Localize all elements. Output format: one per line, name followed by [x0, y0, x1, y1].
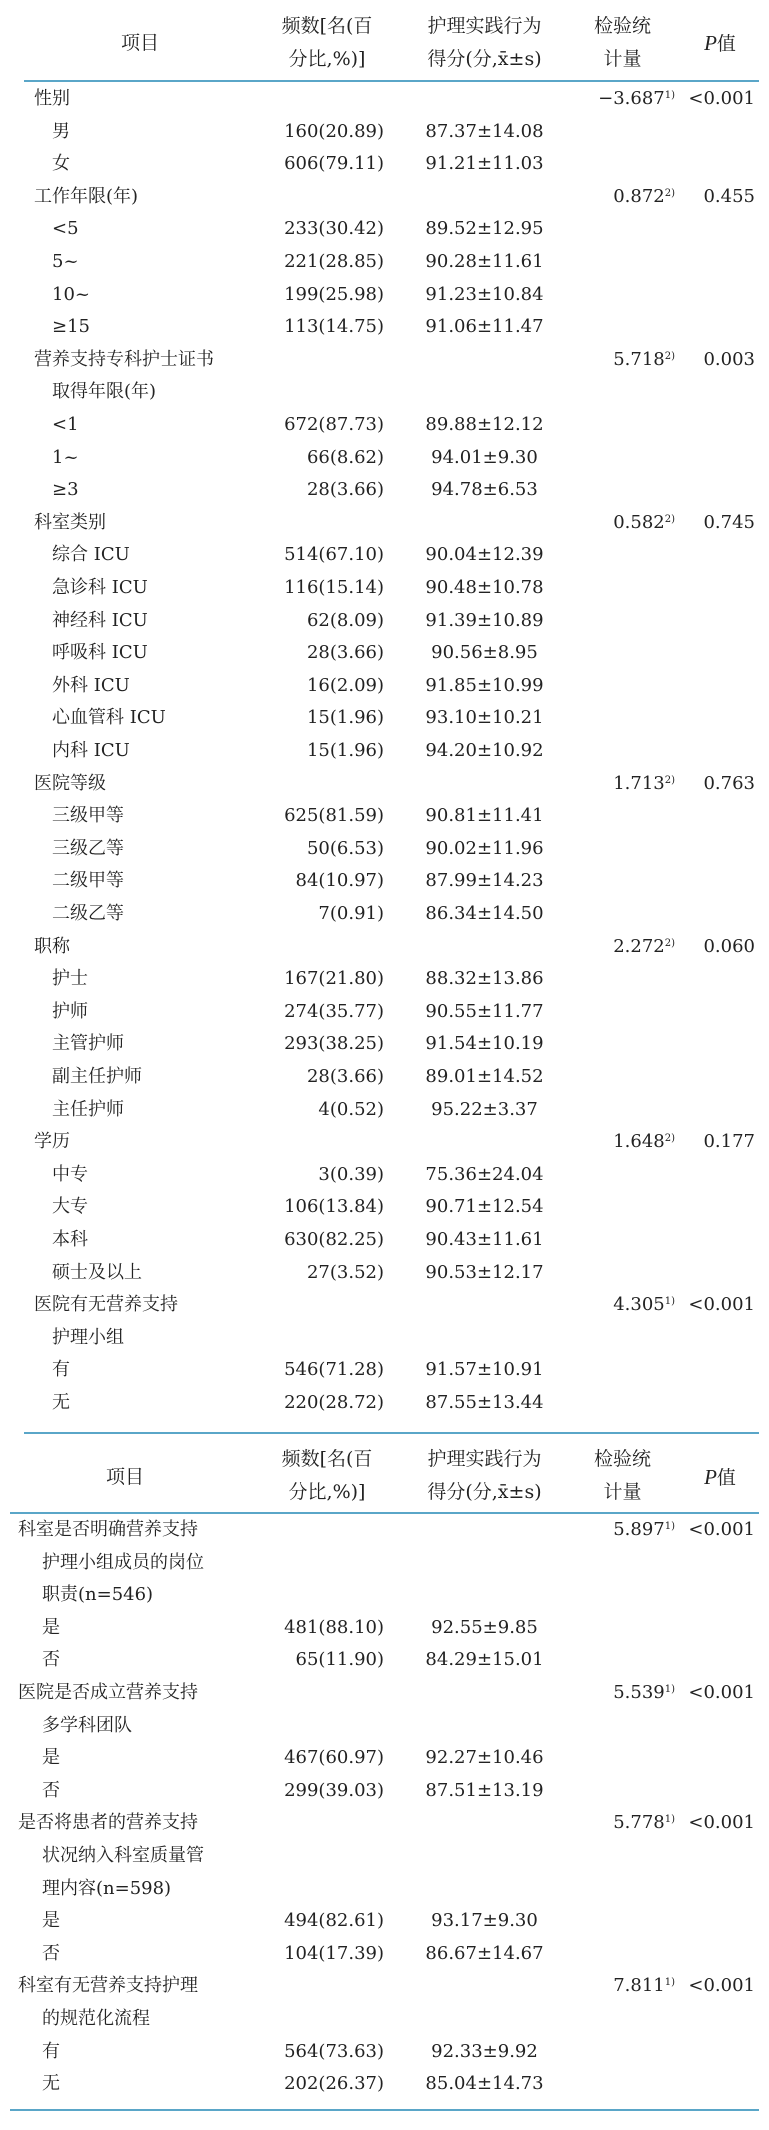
- row-score: 89.88±12.12: [425, 414, 544, 435]
- table-row: [0, 571, 769, 604]
- row-count: 672(87.73): [284, 414, 384, 435]
- row-p-value: <0.001: [688, 1294, 755, 1316]
- row-count: 546(71.28): [284, 1359, 384, 1381]
- header-p-text: 值: [716, 33, 736, 55]
- stat-footnote: 2): [664, 1133, 675, 1145]
- table-row: [0, 1190, 769, 1223]
- row-count: 293(38.25): [284, 1033, 384, 1055]
- row-count: 467(60.97): [284, 1747, 384, 1769]
- row-score: 90.43±11.61: [425, 1229, 544, 1250]
- row-count: 28(3.66): [306, 1066, 384, 1087]
- row-count: 104(17.39): [284, 1942, 384, 1964]
- row-count: 7(0.91): [318, 903, 384, 924]
- row-stat: [570, 180, 675, 213]
- header-freq-line2: 分比,%)]: [288, 48, 366, 70]
- row-stat: [570, 343, 675, 376]
- row-stat: [570, 1288, 675, 1321]
- row-score: 91.85±10.99: [425, 674, 544, 696]
- header-p-text: 值: [716, 1467, 736, 1489]
- table-row: [0, 212, 769, 245]
- row-score: 89.01±14.52: [425, 1066, 544, 1087]
- row-label: 有: [42, 2040, 60, 2062]
- row-score: 94.78±6.53: [431, 479, 538, 501]
- row-label: 医院等级: [34, 772, 106, 794]
- row-count: 28(3.66): [306, 642, 384, 664]
- row-stat: [570, 82, 675, 115]
- header-item: 项目: [105, 1466, 144, 1488]
- table-row: [0, 897, 769, 930]
- row-label: 10~: [52, 283, 90, 305]
- stat-footnote: 1): [664, 1684, 675, 1695]
- row-label: 二级乙等: [52, 903, 124, 924]
- table-row: [0, 1969, 769, 2002]
- row-score: 91.39±10.89: [425, 609, 544, 631]
- row-label: 无: [52, 1392, 70, 1413]
- stat-footnote: 2): [664, 774, 675, 786]
- stat-footnote: 1): [664, 90, 675, 101]
- row-score: 95.22±3.37: [431, 1098, 538, 1120]
- row-stat: [570, 506, 675, 539]
- row-count: 202(26.37): [284, 2073, 384, 2095]
- table-row: [0, 1158, 769, 1191]
- row-count: 514(67.10): [284, 544, 384, 566]
- row-p-value: <0.001: [688, 1519, 755, 1540]
- table-row: [0, 1839, 769, 1872]
- header-p-italic: P: [704, 1465, 717, 1489]
- header-score: [412, 10, 557, 76]
- table-row: [0, 669, 769, 702]
- row-label: 是否将患者的营养支持: [18, 1812, 198, 1834]
- row-count: 606(79.11): [284, 153, 384, 175]
- row-count: 106(13.84): [284, 1196, 384, 1218]
- table-row: [0, 636, 769, 669]
- header-freq-line1: 频数[名(百: [281, 1448, 373, 1470]
- row-label: 有: [52, 1359, 70, 1381]
- row-label: 取得年限(年): [52, 381, 157, 403]
- table-row: [0, 1223, 769, 1256]
- row-label: 1~: [52, 446, 79, 468]
- row-count: 274(35.77): [284, 1000, 384, 1022]
- row-score: 89.52±12.95: [425, 218, 544, 240]
- header-freq: [262, 1443, 392, 1509]
- table-row: [0, 1709, 769, 1742]
- header-stat: [570, 10, 675, 76]
- row-p-value: <0.001: [688, 1975, 755, 1997]
- row-label: 护士: [52, 968, 88, 990]
- row-p-value: 0.003: [703, 348, 755, 370]
- row-p-value: 0.763: [703, 772, 755, 794]
- stat-footnote: 1): [664, 1521, 675, 1532]
- stat-value: 7.811: [613, 1975, 665, 1997]
- row-label: 护师: [52, 1000, 88, 1022]
- header-score-line1: 护理实践行为: [427, 15, 542, 37]
- row-score: 87.37±14.08: [425, 120, 544, 142]
- row-label: 科室有无营养支持护理: [18, 1975, 198, 1997]
- stat-value: 5.897: [613, 1519, 665, 1540]
- row-score: 75.36±24.04: [425, 1163, 544, 1185]
- table-row: [0, 2035, 769, 2068]
- row-count: 15(1.96): [306, 740, 384, 761]
- table-row: [0, 147, 769, 180]
- row-label: 中专: [52, 1163, 88, 1185]
- row-score: 86.67±14.67: [425, 1942, 544, 1964]
- row-label: 理内容(n=598): [42, 1877, 172, 1899]
- stat-value: 1.713: [613, 772, 665, 794]
- row-count: 199(25.98): [284, 283, 384, 305]
- row-score: 87.99±14.23: [425, 870, 544, 892]
- header-p-italic: P: [704, 31, 717, 55]
- row-label: 大专: [52, 1196, 88, 1218]
- row-label: 护理小组成员的岗位: [42, 1551, 204, 1573]
- stat-footnote: 1): [664, 1977, 675, 1989]
- row-p-value: 0.455: [703, 185, 755, 207]
- table-row: [0, 1321, 769, 1354]
- row-stat: [570, 1806, 675, 1839]
- header-item: 项目: [120, 32, 159, 54]
- row-label: 否: [42, 1649, 60, 1671]
- table-row: [0, 1256, 769, 1289]
- row-score: 92.33±9.92: [431, 2040, 538, 2062]
- header-p: [680, 27, 760, 61]
- row-label: 性别: [34, 88, 70, 109]
- table-row: [0, 245, 769, 278]
- table-row: [0, 734, 769, 767]
- row-label: 学历: [34, 1131, 70, 1153]
- row-count: 160(20.89): [284, 120, 384, 142]
- row-label: 是: [42, 1910, 60, 1932]
- table-row: [0, 832, 769, 865]
- row-label: 三级甲等: [52, 805, 124, 827]
- row-p-value: <0.001: [688, 88, 755, 109]
- row-count: 113(14.75): [284, 316, 384, 338]
- header-freq: [262, 10, 392, 76]
- row-score: 90.28±11.61: [425, 251, 544, 272]
- row-label: 硕士及以上: [52, 1261, 142, 1283]
- row-count: 220(28.72): [284, 1392, 384, 1413]
- header-stat: [570, 1443, 675, 1509]
- row-score: 90.02±11.96: [425, 837, 544, 859]
- row-label: ≥15: [52, 316, 90, 338]
- table-row: [0, 1611, 769, 1644]
- row-count: 50(6.53): [306, 837, 384, 859]
- row-score: 91.23±10.84: [425, 283, 544, 305]
- row-p-value: <0.001: [688, 1812, 755, 1834]
- row-count: 564(73.63): [284, 2040, 384, 2062]
- row-label: 是: [42, 1747, 60, 1769]
- row-score: 94.01±9.30: [431, 446, 538, 468]
- table-row: [0, 864, 769, 897]
- header-stat-line2: 计量: [603, 48, 642, 70]
- row-label: 科室是否明确营养支持: [18, 1519, 198, 1540]
- header-freq-line2: 分比,%)]: [288, 1481, 366, 1503]
- row-label: 综合 ICU: [52, 544, 130, 566]
- table-row: [0, 506, 769, 539]
- row-count: 116(15.14): [284, 577, 384, 598]
- row-stat: [570, 767, 675, 800]
- table-row: [0, 278, 769, 311]
- table-row: [0, 538, 769, 571]
- row-label: 神经科 ICU: [52, 609, 148, 631]
- stat-value: 2.272: [613, 935, 665, 957]
- table-row: [0, 473, 769, 506]
- row-label: 职称: [34, 935, 70, 957]
- row-label: <5: [52, 218, 79, 240]
- row-count: 15(1.96): [306, 707, 384, 729]
- row-label: 医院有无营养支持: [34, 1294, 178, 1316]
- table-row: [0, 1904, 769, 1937]
- table-row: [0, 1027, 769, 1060]
- row-label: 科室类别: [34, 511, 106, 533]
- header-score-line2: 得分(分,x̄±s): [427, 1481, 542, 1503]
- stat-footnote: 2): [664, 350, 675, 362]
- row-stat: [570, 1969, 675, 2002]
- table-row: [0, 180, 769, 213]
- row-label: 无: [42, 2073, 60, 2095]
- table-row: [0, 995, 769, 1028]
- row-score: 86.34±14.50: [425, 903, 544, 924]
- row-score: 93.10±10.21: [425, 707, 544, 729]
- stat-value: 5.718: [613, 348, 665, 370]
- row-label: 5~: [52, 251, 79, 272]
- row-stat: [570, 930, 675, 963]
- row-score: 92.27±10.46: [425, 1747, 544, 1769]
- table-row: [0, 441, 769, 474]
- table-row: [0, 1060, 769, 1093]
- row-count: 62(8.09): [306, 609, 384, 631]
- row-label: 外科 ICU: [52, 674, 130, 696]
- table-row: [0, 930, 769, 963]
- table-row: [0, 1288, 769, 1321]
- stat-value: 5.778: [613, 1812, 665, 1834]
- table-row: [0, 375, 769, 408]
- row-score: 87.51±13.19: [425, 1779, 544, 1801]
- row-score: 90.55±11.77: [425, 1000, 544, 1022]
- stat-value: −3.687: [598, 88, 665, 109]
- stat-footnote: 2): [664, 937, 675, 949]
- row-score: 90.04±12.39: [425, 544, 544, 566]
- row-label: 否: [42, 1942, 60, 1964]
- row-score: 91.21±11.03: [425, 153, 544, 175]
- row-count: 299(39.03): [284, 1779, 384, 1801]
- row-score: 91.54±10.19: [425, 1033, 544, 1055]
- row-count: 27(3.52): [306, 1261, 384, 1283]
- row-label: 男: [52, 120, 70, 142]
- row-p-value: 0.060: [703, 935, 755, 957]
- row-count: 481(88.10): [284, 1616, 384, 1638]
- table-row: [0, 1806, 769, 1839]
- row-score: 87.55±13.44: [425, 1392, 544, 1413]
- row-count: 16(2.09): [306, 674, 384, 696]
- row-count: 233(30.42): [284, 218, 384, 240]
- row-count: 28(3.66): [306, 479, 384, 501]
- row-label: 的规范化流程: [42, 2008, 150, 2029]
- row-stat: [570, 1513, 675, 1546]
- row-count: 630(82.25): [284, 1229, 384, 1250]
- row-score: 94.20±10.92: [425, 740, 544, 761]
- stat-footnote: 1): [664, 1814, 675, 1826]
- row-label: 内科 ICU: [52, 740, 130, 761]
- row-count: 167(21.80): [284, 968, 384, 990]
- row-score: 90.56±8.95: [431, 642, 538, 664]
- row-label: 主管护师: [52, 1033, 124, 1055]
- table-row: [0, 82, 769, 115]
- row-score: 90.71±12.54: [425, 1196, 544, 1218]
- header-freq-line1: 频数[名(百: [281, 15, 373, 37]
- row-count: 84(10.97): [295, 870, 384, 892]
- row-label: 三级乙等: [52, 837, 124, 859]
- row-count: 66(8.62): [306, 446, 384, 468]
- table-row: [0, 1741, 769, 1774]
- table-row: [0, 343, 769, 376]
- row-score: 88.32±13.86: [425, 968, 544, 990]
- table-row: [0, 604, 769, 637]
- row-label: 多学科团队: [42, 1714, 132, 1736]
- row-score: 90.81±11.41: [425, 805, 544, 827]
- stat-value: 0.872: [613, 185, 665, 207]
- stat-value: 5.539: [613, 1682, 665, 1703]
- row-label: 女: [52, 153, 70, 175]
- table-row: [0, 1546, 769, 1579]
- table-row: [0, 2002, 769, 2035]
- table-row: [0, 2067, 769, 2100]
- row-label: 医院是否成立营养支持: [18, 1682, 198, 1703]
- row-label: 呼吸科 ICU: [52, 642, 148, 664]
- header-score-line1: 护理实践行为: [427, 1448, 542, 1470]
- row-label: 状况纳入科室质量管: [42, 1845, 204, 1866]
- row-score: 92.55±9.85: [431, 1616, 538, 1638]
- table-row: [0, 1093, 769, 1126]
- table-row: [0, 1937, 769, 1970]
- row-count: 4(0.52): [318, 1098, 384, 1120]
- row-label: 职责(n=546): [42, 1584, 154, 1606]
- header-stat-line1: 检验统: [593, 15, 651, 37]
- row-label: 心血管科 ICU: [52, 707, 166, 729]
- row-count: 625(81.59): [284, 805, 384, 827]
- stat-value: 0.582: [613, 511, 665, 533]
- table-row: [0, 115, 769, 148]
- row-label: ≥3: [52, 479, 79, 501]
- table-row: [0, 1578, 769, 1611]
- table-row: [0, 1774, 769, 1807]
- row-score: 91.57±10.91: [425, 1359, 544, 1381]
- row-label: 是: [42, 1616, 60, 1638]
- row-score: 91.06±11.47: [425, 316, 544, 338]
- table-1-bottom-rule: [24, 1432, 759, 1434]
- table-row: [0, 1513, 769, 1546]
- row-label: 营养支持专科护士证书: [34, 348, 214, 370]
- row-count: 3(0.39): [318, 1163, 384, 1185]
- table-row: [0, 1353, 769, 1386]
- row-label: 副主任护师: [52, 1066, 142, 1087]
- table-2-bottom-rule: [10, 2109, 759, 2111]
- table-row: [0, 767, 769, 800]
- row-label: 急诊科 ICU: [52, 577, 148, 598]
- row-stat: [570, 1125, 675, 1158]
- row-score: 84.29±15.01: [425, 1649, 544, 1671]
- row-label: <1: [52, 414, 79, 435]
- header-stat-line1: 检验统: [593, 1448, 651, 1470]
- row-score: 90.48±10.78: [425, 577, 544, 598]
- row-p-value: 0.177: [703, 1131, 755, 1153]
- row-count: 494(82.61): [284, 1910, 384, 1932]
- row-count: 221(28.85): [284, 251, 384, 272]
- table-row: [0, 408, 769, 441]
- header-p: [680, 1461, 760, 1495]
- row-p-value: <0.001: [688, 1682, 755, 1703]
- row-label: 本科: [52, 1229, 88, 1250]
- stat-footnote: 2): [664, 187, 675, 199]
- table-row: [0, 1386, 769, 1419]
- header-score: [412, 1443, 557, 1509]
- header-stat-line2: 计量: [603, 1481, 642, 1503]
- stat-footnote: 1): [664, 1296, 675, 1308]
- row-score: 93.17±9.30: [431, 1910, 538, 1932]
- stat-value: 1.648: [613, 1131, 665, 1153]
- row-count: 65(11.90): [295, 1649, 384, 1671]
- table-row: [0, 1872, 769, 1905]
- table-row: [0, 1676, 769, 1709]
- header-score-line2: 得分(分,x̄±s): [427, 48, 542, 70]
- row-p-value: 0.745: [703, 511, 755, 533]
- table-row: [0, 1125, 769, 1158]
- row-label: 主任护师: [52, 1098, 124, 1120]
- row-label: 护理小组: [52, 1326, 124, 1348]
- stat-value: 4.305: [613, 1294, 665, 1316]
- row-score: 85.04±14.73: [425, 2073, 544, 2095]
- table-row: [0, 701, 769, 734]
- row-score: 90.53±12.17: [425, 1261, 544, 1283]
- row-stat: [570, 1676, 675, 1709]
- stat-footnote: 2): [664, 513, 675, 525]
- table-row: [0, 962, 769, 995]
- table-row: [0, 310, 769, 343]
- table-row: [0, 799, 769, 832]
- row-label: 工作年限(年): [34, 185, 139, 207]
- row-label: 否: [42, 1779, 60, 1801]
- row-label: 二级甲等: [52, 870, 124, 892]
- table-row: [0, 1643, 769, 1676]
